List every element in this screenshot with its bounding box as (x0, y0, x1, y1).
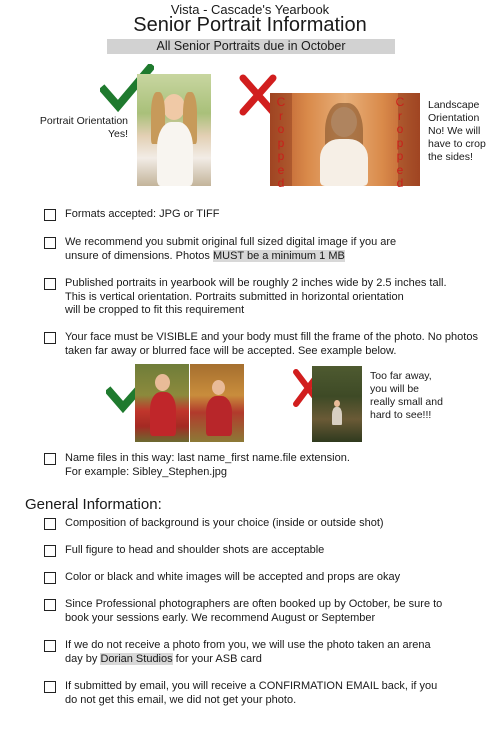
general-info-text (65, 571, 400, 585)
too-far-photo (312, 366, 362, 442)
checkbox[interactable] (44, 599, 56, 611)
text-line: Composition of background is your choice (inside or outside shot) (65, 517, 384, 529)
text-line: book your sessions early. We recommend August or September (65, 611, 376, 624)
checkbox[interactable] (44, 681, 56, 693)
cropped-letter: C (276, 95, 286, 109)
cropped-label-left (276, 96, 286, 191)
text-line: Name files in this way: last name_first name.file extension. (65, 452, 350, 464)
page-title: Senior Portrait Information (133, 14, 367, 36)
too-far-note-line: you will be (370, 383, 420, 395)
cropped-letter: o (396, 122, 404, 136)
general-info-text (65, 680, 437, 707)
text-line: Color or black and white images will be accepted and props are okay (65, 571, 401, 583)
landscape-note (428, 99, 486, 164)
checkbox[interactable] (44, 453, 56, 465)
cropped-letter: o (277, 122, 285, 136)
cropped-letter: e (396, 162, 404, 177)
general-info-text (65, 544, 324, 558)
too-far-note (370, 370, 443, 422)
cropped-letter: e (277, 162, 285, 177)
requirement-text (65, 331, 478, 358)
full-frame-photo-2 (190, 364, 244, 442)
general-info-text (65, 598, 442, 625)
requirement-text (65, 452, 350, 479)
highlighted-text: Dorian Studios (100, 652, 173, 665)
text-line: For example: Sibley_Stephen.jpg (65, 465, 228, 478)
text-line: Since Professional photographers are often booked up by October, be sure to (65, 598, 443, 610)
landscape-note-line: Landscape (428, 99, 480, 111)
cropped-letter: p (396, 149, 404, 163)
general-info-text (65, 517, 384, 531)
highlighted-text: MUST be a minimum 1 MB (212, 249, 345, 262)
landscape-note-line: the sides! (428, 151, 473, 163)
requirement-text (65, 236, 396, 263)
too-far-note-line: really small and (370, 396, 443, 408)
subtitle-banner: All Senior Portraits due in October (107, 39, 395, 54)
text-line: will be cropped to fit this requirement (65, 304, 245, 316)
school-name: Vista - Cascade's Yearbook (170, 2, 330, 17)
checkbox[interactable] (44, 332, 56, 344)
text-line: Published portraits in yearbook will be roughly 2 inches wide by 2.5 inches tall. (65, 277, 447, 289)
checkbox[interactable] (44, 278, 56, 290)
checkbox[interactable] (44, 518, 56, 530)
cropped-letter: C (395, 95, 405, 109)
text-line: day by Dorian Studios for your ASB card (65, 652, 262, 665)
cropped-letter: r (279, 108, 283, 123)
landscape-note-line: No! We will (428, 125, 481, 137)
checkbox[interactable] (44, 237, 56, 249)
text-line: Your face must be VISIBLE and your body must fill the frame of the photo. No photos (65, 331, 478, 343)
requirement-text (65, 277, 447, 318)
text-line: Formats accepted: JPG or TIFF (65, 208, 220, 220)
full-frame-photo-1 (135, 364, 189, 442)
text-line: Full figure to head and shoulder shots are acceptable (65, 544, 325, 556)
cropped-letter: r (398, 108, 402, 123)
checkbox[interactable] (44, 572, 56, 584)
text-line: taken far away or blurred face will be accepted. See example below. (65, 344, 397, 357)
cropped-label-right (395, 96, 405, 191)
general-info-heading: General Information: (25, 496, 162, 513)
portrait-note-line: Portrait Orientation (39, 115, 128, 127)
portrait-note (33, 115, 128, 141)
cropped-letter: d (277, 176, 285, 190)
landscape-note-line: Orientation (428, 112, 480, 124)
portrait-note-line: Yes! (107, 128, 128, 140)
cropped-letter: p (396, 135, 404, 150)
general-info-text (65, 639, 431, 666)
text-line: do not get this email, we did not get your photo. (65, 693, 297, 706)
portrait-photo (137, 74, 211, 186)
cropped-letter: d (396, 176, 404, 190)
too-far-note-line: hard to see!!! (370, 409, 432, 421)
text-line: If we do not receive a photo from you, we will use the photo taken an arena (65, 639, 431, 651)
checkbox[interactable] (44, 640, 56, 652)
too-far-note-line: Too far away, (370, 370, 432, 382)
landscape-note-line: have to crop (428, 138, 486, 150)
checkbox[interactable] (44, 209, 56, 221)
text-line: unsure of dimensions. Photos MUST be a minimum 1 MB (65, 249, 345, 262)
cropped-letter: p (277, 149, 285, 163)
text-line: If submitted by email, you will receive a CONFIRMATION EMAIL back, if you (65, 680, 438, 692)
checkbox[interactable] (44, 545, 56, 557)
text-line: We recommend you submit original full sized digital image if you are (65, 236, 397, 248)
requirement-text (65, 208, 219, 222)
cropped-letter: p (277, 135, 285, 150)
text-line: This is vertical orientation. Portraits submitted in horizontal orientation (65, 290, 404, 303)
